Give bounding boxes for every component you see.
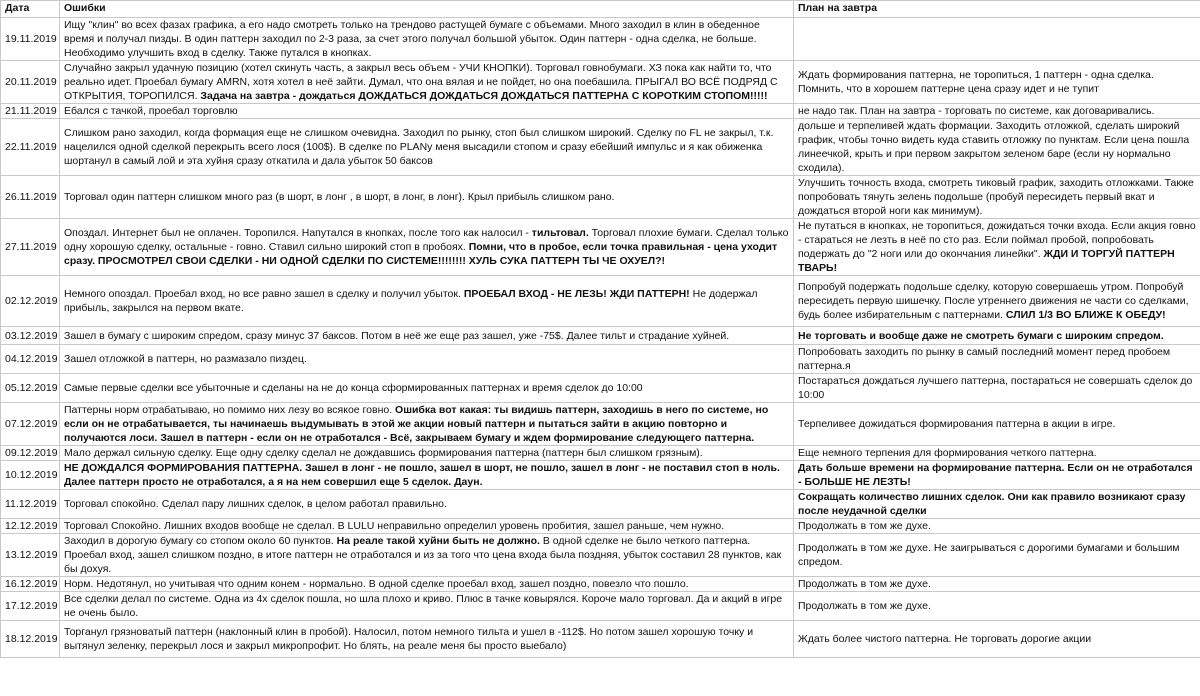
date-cell[interactable]: 16.12.2019 <box>1 577 60 592</box>
plan-cell[interactable] <box>794 219 1200 276</box>
plan-text: Улучшить точность входа, смотреть тиковый график, заходить отложками. Также попробовать тянуть зелень подольше (пробуй пересидеть первый вкат и дождаться второй ноги как минимум). <box>798 177 1194 217</box>
errors-text: Паттерны норм отрабатываю, но помимо них лезу во всякое говно. <box>64 404 396 416</box>
plan-cell[interactable] <box>794 577 1200 592</box>
errors-text: Немного опоздал. Проебал вход, но все равно зашел в сделку и получил убыток. <box>64 288 464 300</box>
errors-text: На реале такой хуйни быть не должно. <box>336 535 540 547</box>
plan-cell[interactable] <box>794 61 1200 104</box>
errors-text: Ищу "клин" во всех фазах графика, а его надо смотреть только на трендово растущей бумаге с объемами. Много заходил в клин в обеденное время и получал пизды. В один паттерн заходил по 2-3 раза, за счет этого получал большой убыток. Один паттерн - одна сделка, не больше. Необходимо улучшить вход в сделку. Также путался в кнопках. <box>64 19 760 59</box>
journal-rows <box>1 18 1200 658</box>
plan-text: Еще немного терпения для формирования четкого паттерна. <box>798 447 1097 459</box>
table-row <box>1 374 1200 403</box>
errors-text: Торговал Спокойно. Лишних входов вообще не сделал. В LULU неправильно определил уровень пробития, зашел раньше, чем нужно. <box>64 520 725 532</box>
date-cell[interactable]: 04.12.2019 <box>1 345 60 374</box>
plan-text: Не торговать и вообще даже не смотреть бумаги с широким спредом. <box>798 329 1164 342</box>
date-cell[interactable]: 26.11.2019 <box>1 176 60 219</box>
errors-text: Зашел отложкой в паттерн, но размазало пиздец. <box>64 353 307 365</box>
plan-cell[interactable] <box>794 276 1200 327</box>
table-row <box>1 18 1200 61</box>
errors-text: Опоздал. Интернет был не оплачен. Торопился. Напутался в кнопках, после того как налосил - <box>64 227 532 239</box>
plan-cell[interactable] <box>794 446 1200 461</box>
date-cell[interactable]: 11.12.2019 <box>1 490 60 519</box>
errors-cell[interactable] <box>60 490 794 519</box>
errors-cell[interactable] <box>60 461 794 490</box>
errors-text: Все сделки делал по системе. Одна из 4х сделок пошла, но шла плохо и криво. Плюс в тачке ковырялся. Короче мало торговал. Да и акций в игре не очень было. <box>64 593 783 619</box>
plan-cell[interactable] <box>794 374 1200 403</box>
table-row <box>1 119 1200 176</box>
plan-cell[interactable] <box>794 621 1200 658</box>
table-row <box>1 403 1200 446</box>
date-cell[interactable]: 07.12.2019 <box>1 403 60 446</box>
plan-cell[interactable] <box>794 119 1200 176</box>
errors-cell[interactable] <box>60 176 794 219</box>
plan-cell[interactable] <box>794 18 1200 61</box>
plan-text: Ждать более чистого паттерна. Не торговать дорогие акции <box>798 633 1092 645</box>
errors-cell[interactable] <box>60 374 794 403</box>
table-row <box>1 577 1200 592</box>
plan-text: не надо так. План на завтра - торговать по системе, как договаривались. <box>798 105 1155 117</box>
plan-cell[interactable] <box>794 592 1200 621</box>
date-cell[interactable]: 03.12.2019 <box>1 327 60 345</box>
header-errors[interactable]: Ошибки <box>60 1 794 18</box>
header-plan[interactable]: План на завтра <box>794 1 1200 18</box>
table-row <box>1 327 1200 345</box>
date-cell[interactable]: 02.12.2019 <box>1 276 60 327</box>
errors-text: тильтовал. <box>531 227 589 239</box>
table-row <box>1 104 1200 119</box>
plan-cell[interactable] <box>794 345 1200 374</box>
errors-text: Торговал один паттерн слишком много раз (в шорт, в лонг , в шорт, в лонг, в лонг). Крыл прибыль слишком рано. <box>64 191 615 203</box>
errors-text: Помни, что в пробое, если точка правильная - цена уходит сразу. ПРОСМОТРЕЛ СВОИ СДЕЛКИ - НИ ОДНОЙ СДЕЛКИ ПО СИСТЕМЕ!!!!!!!! ХУЛЬ СУКА ПАТТЕРН ТЫ ЧЕ ОХУЕЛ?! <box>64 241 778 267</box>
errors-cell[interactable] <box>60 61 794 104</box>
plan-text: СЛИЛ 1/3 ВО БЛИЖЕ К ОБЕДУ! <box>1005 309 1166 321</box>
date-cell[interactable]: 19.11.2019 <box>1 18 60 61</box>
plan-text: Продолжать в том же духе. <box>798 578 931 590</box>
errors-text: НЕ ДОЖДАЛСЯ ФОРМИРОВАНИЯ ПАТТЕРНА. Зашел в лонг - не пошло, зашел в шорт, не пошло, зашел в лонг - не поставил стоп в ноль. Далее паттерн просто не отработался, а я на нем совершил еще 5 сделок. Даун. <box>64 462 780 488</box>
plan-cell[interactable] <box>794 104 1200 119</box>
plan-text: Ждать формирования паттерна, не торопиться, 1 паттерн - одна сделка. Помнить, что в хорошем паттерне цена сразу идет и не тупит <box>798 69 1154 95</box>
plan-text: Продолжать в том же духе. <box>798 520 931 532</box>
date-cell[interactable]: 27.11.2019 <box>1 219 60 276</box>
plan-text: Сокращать количество лишних сделок. Они как правило возникают сразу после неудачной сделки <box>798 491 1186 517</box>
errors-text: Зашел в бумагу с широким спредом, сразу минус 37 баксов. Потом в неё же еще раз зашел, уже -75$. Далее тильт и страдание хуйней. <box>64 329 730 342</box>
date-cell[interactable]: 10.12.2019 <box>1 461 60 490</box>
errors-cell[interactable] <box>60 403 794 446</box>
plan-text: Терпеливее дожидаться формирования паттерна в акции в игре. <box>798 418 1116 430</box>
plan-text: Дать больше времени на формирование паттерна. Если он не отработался - БОЛЬШЕ НЕ ЛЕЗТЬ! <box>798 462 1193 488</box>
errors-text: Самые первые сделки все убыточные и сделаны на не до конца сформированных паттернах и время сделок до 10:00 <box>64 382 643 394</box>
plan-text: ЖДИ И ТОРГУЙ ПАТТЕРН ТВАРЬ! <box>798 248 1175 274</box>
date-cell[interactable]: 18.12.2019 <box>1 621 60 658</box>
errors-text: Торговал плохие бумаги. Сделал только одну хорошую сделку, остальные - говно. Ставил сильно широкий стоп в пробоях. <box>64 227 789 253</box>
errors-cell[interactable] <box>60 621 794 658</box>
errors-cell[interactable] <box>60 592 794 621</box>
errors-cell[interactable] <box>60 345 794 374</box>
plan-text: Постараться дождаться лучшего паттерна, постараться не совершать сделок до 10:00 <box>798 375 1193 401</box>
plan-cell[interactable] <box>794 490 1200 519</box>
plan-text: Продолжать в том же духе. <box>798 600 931 612</box>
plan-cell[interactable] <box>794 403 1200 446</box>
plan-text: Попробуй подержать подольше сделку, которую совершаешь утром. Попробуй пересидеть первую шишечку. После утреннего движения не части со сделками, будь более избирательным с паттернами. <box>798 281 1189 321</box>
errors-text: Не додержал прибыль, закрылся на первом вкате. <box>64 288 758 314</box>
errors-text: Слишком рано заходил, когда формация еще не слишком очевидна. Заходил по рынку, стоп был слишком широкий. Сделку по FL не закрыл, т.к. нацелился одной сделкой перекрыть всего лося (100$). В сделке по PLANy меня высадили стопом и сразу ебейший импульс и я как обиженка шортанул в самый лой и эта хуйня сразу откатила и дала убыток 50 баксов <box>64 127 774 167</box>
table-row <box>1 446 1200 461</box>
errors-text: ПРОЕБАЛ ВХОД - НЕ ЛЕЗЬ! ЖДИ ПАТТЕРН! <box>463 288 690 300</box>
errors-cell[interactable] <box>60 577 794 592</box>
errors-text: Случайно закрыл удачную позицию (хотел скинуть часть, а закрыл весь объем - УЧИ КНОПКИ). Торговал говнобумаги. ХЗ пока как найти то, что реально идет. Проебал бумагу AMRN, хотя хотел в неё зайти. Думал, что она вялая и не пойдет, но она поебашила. ПРЫГАЛ ВО ВСЁ ПОДРЯД С ОТКРЫТИЯ, ТОРОПИЛСЯ. <box>64 62 778 102</box>
errors-cell[interactable] <box>60 219 794 276</box>
date-cell[interactable]: 13.12.2019 <box>1 534 60 577</box>
date-cell[interactable]: 20.11.2019 <box>1 61 60 104</box>
errors-text: Заходил в дорогую бумагу со стопом около 60 пунктов. <box>64 535 337 547</box>
errors-text: Мало держал сильную сделку. Еще одну сделку сделал не дождавшись формирования паттерна (паттерн был слишком грязным). <box>64 447 703 459</box>
table-row <box>1 490 1200 519</box>
errors-text: Норм. Недотянул, но учитывая что одним конем - нормально. В одной сделке проебал вход, зашел поздно, повезло что пошло. <box>64 578 689 590</box>
date-cell[interactable]: 22.11.2019 <box>1 119 60 176</box>
table-row <box>1 61 1200 104</box>
table-row <box>1 519 1200 534</box>
plan-text: Продолжать в том же духе. Не заигрываться с дорогими бумагами и большим спредом. <box>798 542 1180 568</box>
table-row <box>1 176 1200 219</box>
table-row <box>1 219 1200 276</box>
table-row <box>1 592 1200 621</box>
plan-text: дольше и терпеливей ждать формации. Заходить отложкой, сделать широкий график, чтобы точно видеть куда ставить отложку по пунктам. Если цена пошла линеечкой, крыть и при первом закрытом зеленом баре (если ну нормально сходила). <box>798 120 1190 174</box>
errors-cell[interactable] <box>60 534 794 577</box>
errors-cell[interactable] <box>60 519 794 534</box>
errors-cell[interactable] <box>60 119 794 176</box>
date-cell[interactable]: 05.12.2019 <box>1 374 60 403</box>
table-row <box>1 345 1200 374</box>
plan-cell[interactable] <box>794 461 1200 490</box>
errors-cell[interactable] <box>60 446 794 461</box>
date-cell[interactable]: 09.12.2019 <box>1 446 60 461</box>
errors-text: Ебался с тачкой, проебал торговлю <box>64 105 238 117</box>
errors-text: Ошибка вот какая: ты видишь паттерн, заходишь в него по системе, но если он не отрабатывается, ты начинаешь выдумывать в этой же акции новый паттерн и пытаться зайти в акцию повторно и получаются лоси. Зашел в паттерн - если он не отработался - Всё, закрываем бумагу и ждем формирование следующего паттерна. <box>64 404 769 444</box>
header-row <box>1 1 1200 18</box>
plan-cell[interactable] <box>794 327 1200 345</box>
table-row <box>1 276 1200 327</box>
errors-cell[interactable] <box>60 18 794 61</box>
plan-text: Попробовать заходить по рынку в самый последний момент перед пробоем паттерна.я <box>798 346 1171 372</box>
errors-cell[interactable] <box>60 276 794 327</box>
table-row <box>1 621 1200 658</box>
date-cell[interactable]: 12.12.2019 <box>1 519 60 534</box>
errors-text: Торганул грязноватый паттерн (наклонный клин в пробой). Налосил, потом немного тильта и ушел в -112$. Но потом зашел хорошую точку и вытянул зеленку, перекрыл лося и закрыл микропрофит. Но блять, на реале меня бы просто выебало) <box>64 626 754 652</box>
plan-cell[interactable] <box>794 519 1200 534</box>
errors-cell[interactable] <box>60 104 794 119</box>
plan-cell[interactable] <box>794 534 1200 577</box>
errors-text: Торговал спокойно. Сделал пару лишних сделок, в целом работал правильно. <box>64 498 447 510</box>
plan-cell[interactable] <box>794 176 1200 219</box>
errors-text: В одной сделке не было четкого паттерна. Проебал вход, зашел слишком поздно, в итоге паттерн не отработался и из за того что цена входа была поздняя, убыток составил 28 пунктов, как бы дохуя. <box>64 535 782 575</box>
date-cell[interactable]: 17.12.2019 <box>1 592 60 621</box>
table-row <box>1 461 1200 490</box>
header-date[interactable]: Дата <box>1 1 60 18</box>
plan-text: Не путаться в кнопках, не торопиться, дожидаться точки входа. Если акция говно - стараться не лезть в неё по сто раз. Если поймал пробой, попробовать подержать до "2 ноги или до окончания линейки". <box>798 220 1196 260</box>
errors-cell[interactable] <box>60 327 794 345</box>
date-cell[interactable]: 21.11.2019 <box>1 104 60 119</box>
errors-text: Задача на завтра - дождаться ДОЖДАТЬСЯ ДОЖДАТЬСЯ ДОЖДАТЬСЯ ПАТТЕРНА С КОРОТКИМ СТОПОМ!!!!! <box>200 90 768 102</box>
table-row <box>1 534 1200 577</box>
